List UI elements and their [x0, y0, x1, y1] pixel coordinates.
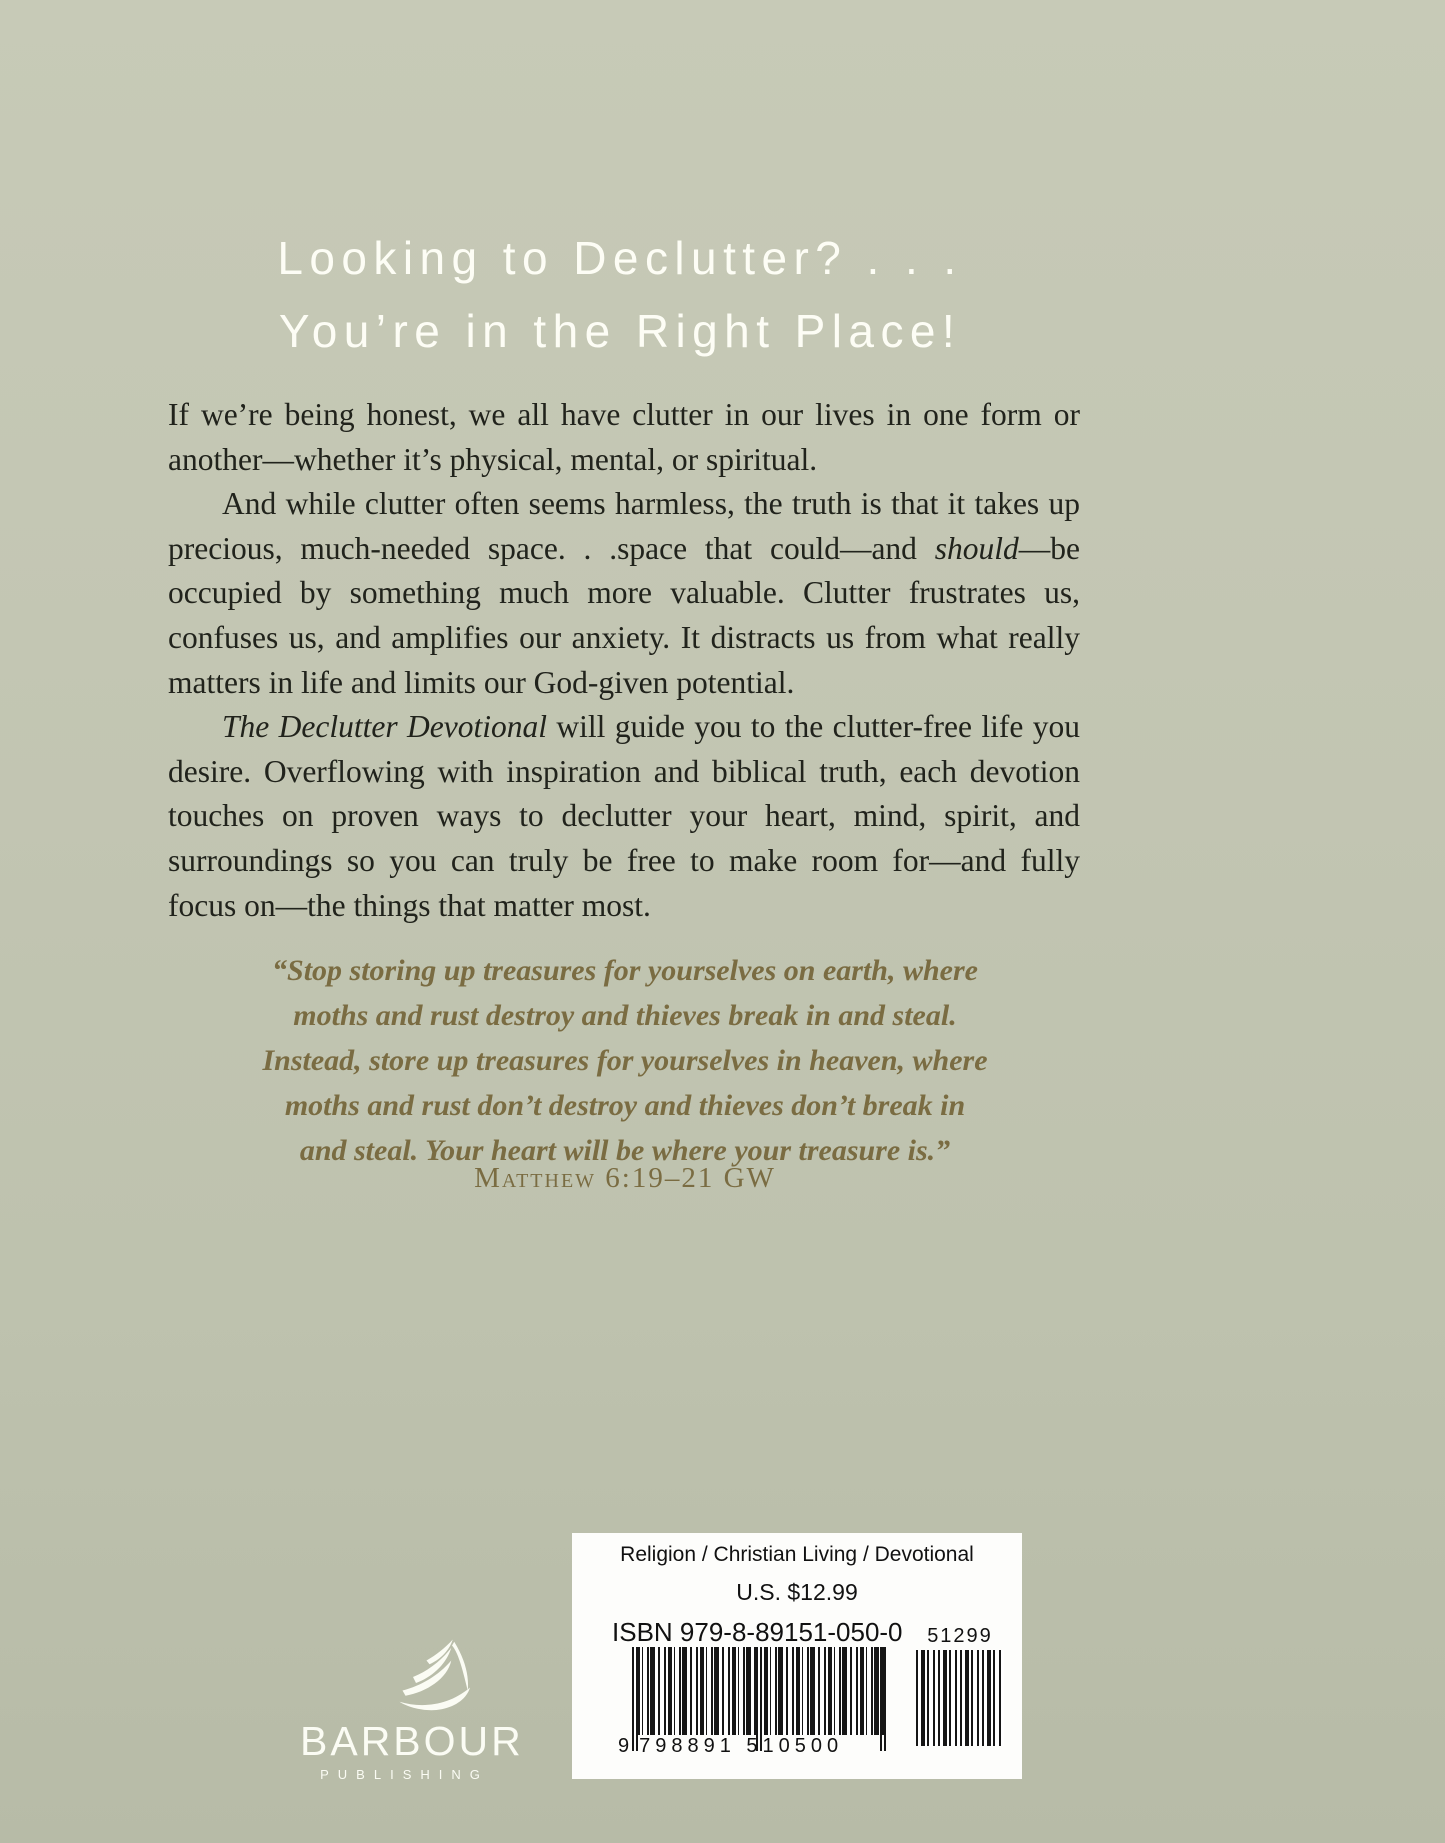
isbn-label: ISBN 979-8-89151-050-0 — [612, 1617, 903, 1647]
paragraph-1-text: If we’re being honest, we all have clutter in our lives in one form or another—whether it’s physical, mental, or spiritual. — [168, 397, 1080, 477]
paragraph-1 — [168, 393, 1080, 482]
price-label: U.S. $12.99 — [736, 1579, 858, 1605]
quote-line: Instead, store up treasures for yourselves in heaven, where — [262, 1044, 988, 1077]
back-cover-copy — [168, 393, 1080, 928]
paragraph-2-italic: should — [934, 530, 1019, 566]
paragraph-3-text-after: will guide you to the clutter-free life you desire. Overflowing with inspiration and biblical truth, each devotion touches on proven ways to declutter your heart, mind, spirit, and surroundings so you can truly be free to make room for—and fully focus on—the things that matter most. — [168, 709, 1080, 923]
quote-line: “Stop storing up treasures for yourselves on earth, where — [272, 954, 978, 987]
ean-digits — [618, 1735, 884, 1758]
heading-line-1: Looking to Declutter? . . . — [277, 232, 963, 284]
ean-lead-digit: 9 — [618, 1735, 630, 1757]
quote-line: moths and rust don’t destroy and thieves don’t break in — [284, 1089, 966, 1122]
book-title-italic: The Declutter Devotional — [222, 709, 547, 745]
publisher-name: BARBOUR — [300, 1718, 524, 1764]
supplemental-barcode — [916, 1625, 1004, 1746]
isbn-barcode-box — [572, 1533, 1022, 1779]
quote-line: and steal. Your heart will be where your treasure is.” — [299, 1134, 951, 1167]
publisher-subtitle: PUBLISHING — [320, 1767, 489, 1782]
price-code-label: 51299 — [927, 1625, 993, 1647]
ean-main-digits: 798891 510500 — [639, 1735, 844, 1757]
quote-line: moths and rust destroy and thieves break in and steal. — [293, 999, 957, 1032]
scripture-attribution: Matthew 6:19–21 GW — [474, 1162, 776, 1194]
category-label: Religion / Christian Living / Devotional — [620, 1543, 974, 1566]
barcode-guard-bar — [884, 1647, 886, 1751]
paragraph-2-text-before: And while clutter often seems harmless, the truth is that it takes up precious, much-needed space. . .space that could—and — [168, 486, 1080, 566]
scripture-quote — [120, 948, 1130, 1173]
publisher-logo — [300, 1636, 524, 1782]
heading-line-2: You’re in the Right Place! — [278, 305, 962, 357]
barbour-fanned-pages-icon — [392, 1636, 482, 1718]
supplemental-barcode-bars — [916, 1650, 1004, 1746]
barcode-bars — [632, 1647, 884, 1735]
paragraph-2 — [168, 482, 1080, 705]
cover-heading — [0, 222, 1240, 368]
ean-barcode — [618, 1647, 884, 1765]
paragraph-2-text-after: —be occupied by something much more valuable. Clutter frustrates us, confuses us, and amplifies our anxiety. It distracts us from what really matters in life and limits our God-given potential. — [168, 530, 1080, 700]
paragraph-3 — [168, 705, 1080, 928]
